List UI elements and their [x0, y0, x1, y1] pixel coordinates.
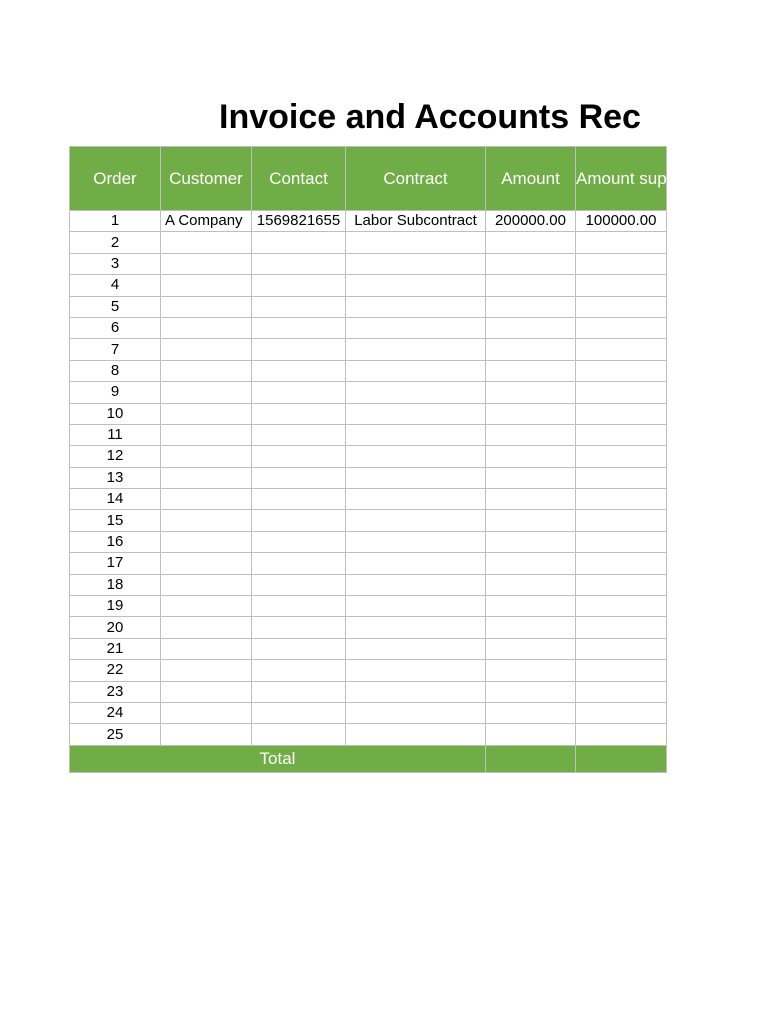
cell-order[interactable]: 4 — [70, 275, 161, 296]
cell-order[interactable]: 2 — [70, 232, 161, 253]
cell-contract[interactable] — [346, 638, 486, 659]
cell-amount-supplied[interactable] — [576, 638, 667, 659]
cell-amount-supplied[interactable] — [576, 317, 667, 338]
cell-amount[interactable] — [486, 232, 576, 253]
cell-amount[interactable] — [486, 317, 576, 338]
cell-customer[interactable] — [161, 382, 252, 403]
table-row — [70, 510, 667, 531]
cell-order[interactable]: 15 — [70, 510, 161, 531]
cell-customer[interactable] — [161, 702, 252, 723]
cell-amount[interactable] — [486, 403, 576, 424]
cell-customer[interactable] — [161, 724, 252, 745]
cell-amount-supplied[interactable] — [576, 531, 667, 552]
cell-contract[interactable] — [346, 510, 486, 531]
cell-amount-supplied[interactable] — [576, 617, 667, 638]
cell-amount-supplied[interactable]: 100000.00 — [576, 211, 667, 232]
cell-customer[interactable] — [161, 596, 252, 617]
cell-amount-supplied[interactable] — [576, 660, 667, 681]
cell-customer[interactable] — [161, 296, 252, 317]
cell-order[interactable]: 16 — [70, 531, 161, 552]
cell-order[interactable]: 12 — [70, 446, 161, 467]
table-row — [70, 596, 667, 617]
header-contact[interactable]: Contact — [252, 147, 346, 211]
cell-customer[interactable] — [161, 489, 252, 510]
cell-amount[interactable] — [486, 553, 576, 574]
cell-contact[interactable] — [252, 553, 346, 574]
cell-contract[interactable] — [346, 467, 486, 488]
cell-amount[interactable] — [486, 253, 576, 274]
cell-amount-supplied[interactable] — [576, 681, 667, 702]
table-row — [70, 382, 667, 403]
cell-contract[interactable] — [346, 596, 486, 617]
cell-customer[interactable] — [161, 617, 252, 638]
cell-customer[interactable] — [161, 253, 252, 274]
cell-contract[interactable] — [346, 446, 486, 467]
cell-amount-supplied[interactable] — [576, 596, 667, 617]
table-body — [70, 211, 667, 746]
cell-customer[interactable] — [161, 317, 252, 338]
cell-customer[interactable] — [161, 424, 252, 445]
cell-amount-supplied[interactable] — [576, 724, 667, 745]
cell-contract[interactable] — [346, 296, 486, 317]
cell-contact[interactable] — [252, 510, 346, 531]
cell-customer[interactable]: A Company — [161, 211, 252, 232]
cell-order[interactable]: 24 — [70, 702, 161, 723]
table-row — [70, 660, 667, 681]
cell-amount-supplied[interactable] — [576, 403, 667, 424]
cell-amount-supplied[interactable] — [576, 424, 667, 445]
cell-contact[interactable] — [252, 403, 346, 424]
total-supplied[interactable] — [576, 745, 667, 772]
cell-contract[interactable] — [346, 724, 486, 745]
cell-contact[interactable] — [252, 531, 346, 552]
table-row — [70, 702, 667, 723]
cell-order[interactable]: 9 — [70, 382, 161, 403]
cell-customer[interactable] — [161, 467, 252, 488]
cell-amount[interactable] — [486, 296, 576, 317]
title-bar — [0, 96, 768, 140]
cell-contact[interactable] — [252, 317, 346, 338]
header-amount[interactable]: Amount — [486, 147, 576, 211]
cell-amount[interactable] — [486, 424, 576, 445]
cell-contact[interactable] — [252, 724, 346, 745]
cell-contract[interactable] — [346, 232, 486, 253]
cell-contact[interactable] — [252, 574, 346, 595]
cell-contact[interactable] — [252, 489, 346, 510]
cell-amount[interactable] — [486, 531, 576, 552]
cell-contact[interactable] — [252, 424, 346, 445]
cell-order[interactable]: 7 — [70, 339, 161, 360]
cell-contract[interactable] — [346, 360, 486, 381]
cell-amount-supplied[interactable] — [576, 574, 667, 595]
table-row — [70, 531, 667, 552]
cell-order[interactable]: 13 — [70, 467, 161, 488]
cell-amount-supplied[interactable] — [576, 275, 667, 296]
cell-amount-supplied[interactable] — [576, 296, 667, 317]
cell-customer[interactable] — [161, 638, 252, 659]
cell-amount[interactable] — [486, 702, 576, 723]
cell-amount[interactable] — [486, 617, 576, 638]
table-row — [70, 638, 667, 659]
cell-amount[interactable] — [486, 382, 576, 403]
cell-contact[interactable] — [252, 660, 346, 681]
cell-customer[interactable] — [161, 553, 252, 574]
cell-amount[interactable] — [486, 574, 576, 595]
cell-order[interactable]: 21 — [70, 638, 161, 659]
cell-order[interactable]: 14 — [70, 489, 161, 510]
cell-contract[interactable] — [346, 702, 486, 723]
header-amount-supplied[interactable]: Amount supplied — [576, 147, 667, 211]
cell-order[interactable]: 10 — [70, 403, 161, 424]
cell-customer[interactable] — [161, 232, 252, 253]
cell-order[interactable]: 23 — [70, 681, 161, 702]
header-order[interactable]: Order — [70, 147, 161, 211]
cell-contract[interactable] — [346, 681, 486, 702]
table-row — [70, 275, 667, 296]
cell-amount[interactable] — [486, 638, 576, 659]
cell-contact[interactable] — [252, 382, 346, 403]
cell-contract[interactable] — [346, 317, 486, 338]
table-row — [70, 360, 667, 381]
table-row — [70, 296, 667, 317]
cell-customer[interactable] — [161, 339, 252, 360]
cell-amount[interactable] — [486, 275, 576, 296]
total-row — [70, 745, 667, 772]
cell-contact[interactable] — [252, 596, 346, 617]
cell-order[interactable]: 11 — [70, 424, 161, 445]
cell-amount-supplied[interactable] — [576, 489, 667, 510]
cell-contact[interactable] — [252, 446, 346, 467]
cell-contract[interactable] — [346, 275, 486, 296]
invoice-table — [69, 146, 703, 773]
table-row — [70, 467, 667, 488]
cell-contract[interactable] — [346, 382, 486, 403]
table-row — [70, 724, 667, 745]
cell-customer[interactable] — [161, 360, 252, 381]
cell-contact[interactable] — [252, 617, 346, 638]
cell-contact[interactable] — [252, 296, 346, 317]
cell-contract[interactable] — [346, 339, 486, 360]
cell-contact[interactable] — [252, 339, 346, 360]
cell-order[interactable]: 8 — [70, 360, 161, 381]
table-row — [70, 489, 667, 510]
cell-amount-supplied[interactable] — [576, 382, 667, 403]
cell-contract[interactable] — [346, 660, 486, 681]
cell-customer[interactable] — [161, 660, 252, 681]
cell-amount-supplied[interactable] — [576, 553, 667, 574]
table-row — [70, 617, 667, 638]
cell-amount[interactable] — [486, 510, 576, 531]
cell-contact[interactable]: 1569821655 — [252, 211, 346, 232]
cell-amount[interactable] — [486, 681, 576, 702]
table-row — [70, 424, 667, 445]
cell-contact[interactable] — [252, 275, 346, 296]
cell-amount[interactable] — [486, 446, 576, 467]
table-row — [70, 339, 667, 360]
table-row — [70, 403, 667, 424]
cell-contract[interactable] — [346, 489, 486, 510]
table-row — [70, 553, 667, 574]
cell-contact[interactable] — [252, 467, 346, 488]
table-row — [70, 232, 667, 253]
header-customer[interactable]: Customer — [161, 147, 252, 211]
cell-order[interactable]: 18 — [70, 574, 161, 595]
cell-order[interactable]: 6 — [70, 317, 161, 338]
cell-amount-supplied[interactable] — [576, 253, 667, 274]
page-title: Invoice and Accounts Rec — [219, 98, 641, 136]
cell-contract[interactable] — [346, 424, 486, 445]
cell-amount-supplied[interactable] — [576, 467, 667, 488]
cell-contract[interactable]: Labor Subcontract — [346, 211, 486, 232]
cell-customer[interactable] — [161, 681, 252, 702]
cell-contract[interactable] — [346, 553, 486, 574]
cell-amount[interactable] — [486, 467, 576, 488]
cell-order[interactable]: 5 — [70, 296, 161, 317]
cell-contact[interactable] — [252, 681, 346, 702]
table-row — [70, 253, 667, 274]
table-row — [70, 446, 667, 467]
cell-customer[interactable] — [161, 275, 252, 296]
cell-contact[interactable] — [252, 360, 346, 381]
cell-amount[interactable] — [486, 489, 576, 510]
cell-contact[interactable] — [252, 253, 346, 274]
cell-contract[interactable] — [346, 574, 486, 595]
cell-amount-supplied[interactable] — [576, 510, 667, 531]
header-row — [70, 147, 667, 211]
cell-amount-supplied[interactable] — [576, 232, 667, 253]
cell-contract[interactable] — [346, 531, 486, 552]
cell-amount-supplied[interactable] — [576, 360, 667, 381]
cell-order[interactable]: 17 — [70, 553, 161, 574]
cell-contact[interactable] — [252, 638, 346, 659]
cell-contract[interactable] — [346, 403, 486, 424]
cell-amount[interactable] — [486, 596, 576, 617]
cell-amount[interactable] — [486, 660, 576, 681]
total-label[interactable]: Total — [70, 745, 486, 772]
cell-amount[interactable] — [486, 339, 576, 360]
cell-amount-supplied[interactable] — [576, 446, 667, 467]
cell-customer[interactable] — [161, 510, 252, 531]
cell-order[interactable]: 22 — [70, 660, 161, 681]
cell-customer[interactable] — [161, 531, 252, 552]
cell-amount-supplied[interactable] — [576, 702, 667, 723]
cell-order[interactable]: 1 — [70, 211, 161, 232]
table-row — [70, 681, 667, 702]
header-contract[interactable]: Contract — [346, 147, 486, 211]
table-row — [70, 317, 667, 338]
cell-amount[interactable] — [486, 360, 576, 381]
cell-contract[interactable] — [346, 253, 486, 274]
table-row — [70, 211, 667, 232]
cell-order[interactable]: 19 — [70, 596, 161, 617]
cell-contract[interactable] — [346, 617, 486, 638]
cell-order[interactable]: 3 — [70, 253, 161, 274]
cell-order[interactable]: 25 — [70, 724, 161, 745]
cell-amount[interactable]: 200000.00 — [486, 211, 576, 232]
cell-order[interactable]: 20 — [70, 617, 161, 638]
cell-amount-supplied[interactable] — [576, 339, 667, 360]
table-row — [70, 574, 667, 595]
cell-contact[interactable] — [252, 702, 346, 723]
cell-amount[interactable] — [486, 724, 576, 745]
cell-customer[interactable] — [161, 446, 252, 467]
cell-contact[interactable] — [252, 232, 346, 253]
total-amount[interactable] — [486, 745, 576, 772]
cell-customer[interactable] — [161, 403, 252, 424]
cell-customer[interactable] — [161, 574, 252, 595]
